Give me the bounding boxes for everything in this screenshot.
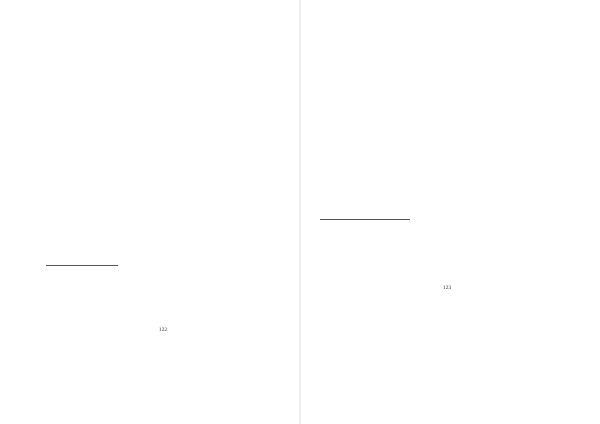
left-footnotes [46, 270, 280, 322]
left-footnote-rule [46, 265, 118, 266]
right-footnote-rule [320, 219, 410, 220]
left-body-text [46, 31, 280, 261]
left-page-number: 122 [158, 327, 168, 333]
right-footnotes [320, 224, 554, 287]
right-page-number: 123 [442, 285, 452, 291]
right-body-text [320, 23, 554, 214]
right-page [300, 0, 600, 424]
